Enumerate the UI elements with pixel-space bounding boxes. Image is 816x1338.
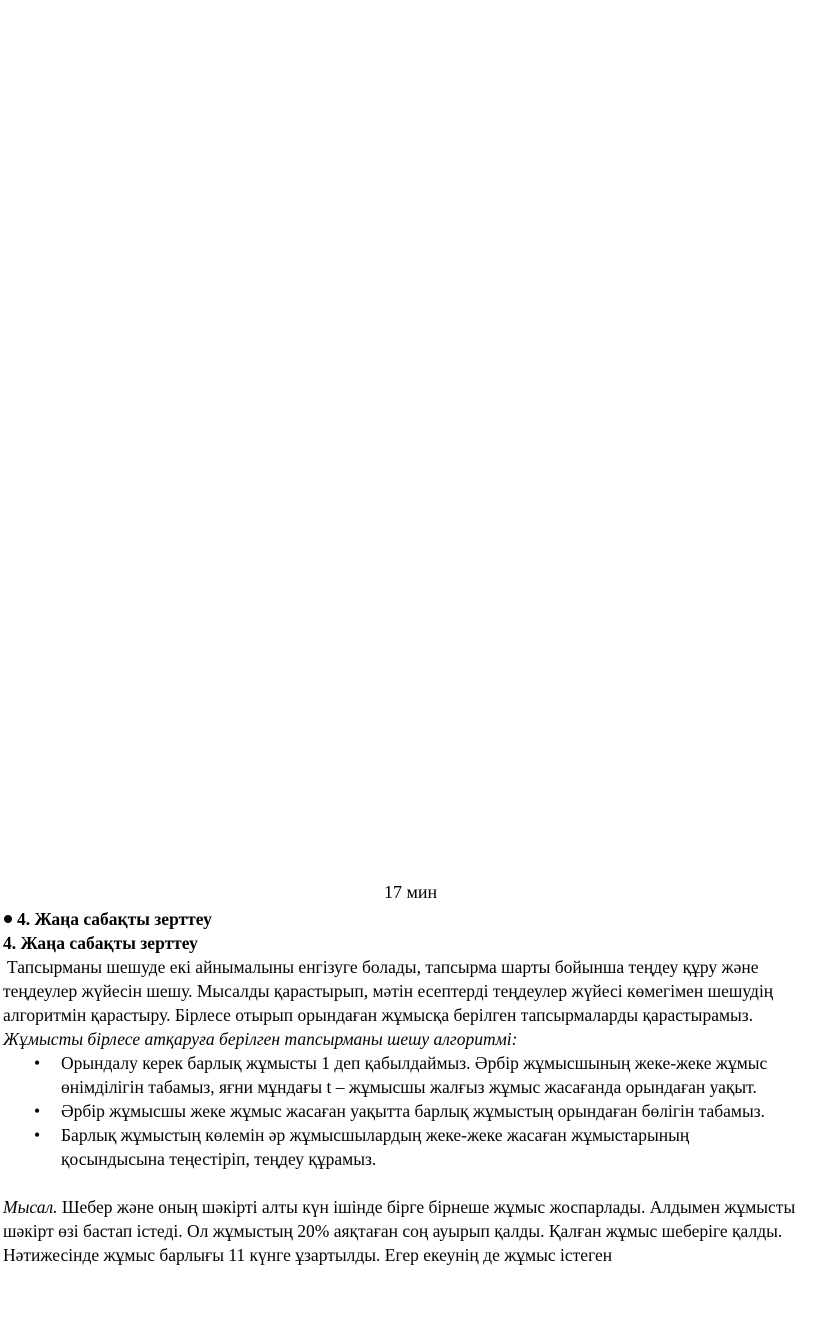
example-paragraph xyxy=(3,1195,813,1267)
list-bullet-icon: • xyxy=(34,1101,41,1121)
list-item xyxy=(3,1099,813,1123)
bulleted-section-heading xyxy=(3,907,813,931)
list-item-text: Әрбір жұмысшы жеке жұмыс жасаған уақытта барлық жұмыстың орындаған бөлігін табамыз. xyxy=(61,1101,766,1121)
example-text: Шебер және оның шәкірті алты күн ішінде бірге бірнеше жұмыс жоспарлады. Алдымен жұмысты шәкірт өзі бастап істеді. Ол жұмыстың 20% аяқтаған соң ауырып қалды. Қалған жұмыс шеберіге қалды. Нәтижесінде жұмыс барлығы 11 күнге ұзартылды. Егер екеунің де жұмыс істеген xyxy=(3,1197,796,1265)
section-heading: 4. Жаңа сабақты зерттеу xyxy=(3,933,198,953)
list-item-text: Барлық жұмыстың көлемін әр жұмысшылардың жеке-жеке жасаған жұмыстарының қосындысына теңестіріп, теңдеу құрамыз. xyxy=(61,1125,690,1169)
bulleted-section-heading-text: 4. Жаңа сабақты зерттеу xyxy=(17,909,212,929)
list-item xyxy=(3,1123,813,1171)
bullet-dot-icon xyxy=(4,915,12,923)
list-item xyxy=(3,1051,813,1099)
algorithm-steps-list xyxy=(3,1051,813,1171)
paragraph-spacer xyxy=(3,1171,813,1195)
algorithm-title: Жұмысты бірлесе атқаруға берілген тапсырманы шешу алгоритмі: xyxy=(3,1029,518,1049)
example-label: Мысал. xyxy=(3,1197,58,1217)
list-item-text: Орындалу керек барлық жұмысты 1 деп қабылдаймыз. Әрбір жұмысшының жеке-жеке жұмыс өнімділігін табамыз, яғни мұндағы t – жұмысшы жалғыз жұмыс жасағанда орындаған уақыт. xyxy=(61,1053,768,1097)
list-bullet-icon: • xyxy=(34,1125,41,1145)
intro-paragraph: Тапсырманы шешуде екі айнымалыны енгізуге болады, тапсырма шарты бойынша теңдеу құру және теңдеулер жүйесін шешу. Мысалды қарастырып, мәтін есептерді теңдеулер жүйесі көмегімен шешудің алгоритмін қарастыру. Бірлесе отырып орындаған жұмысқа берілген тапсырмаларды қарастырамыз. xyxy=(3,957,774,1025)
list-bullet-icon: • xyxy=(34,1053,41,1073)
time-label: 17 мин xyxy=(384,882,438,902)
lesson-section xyxy=(3,907,813,1267)
